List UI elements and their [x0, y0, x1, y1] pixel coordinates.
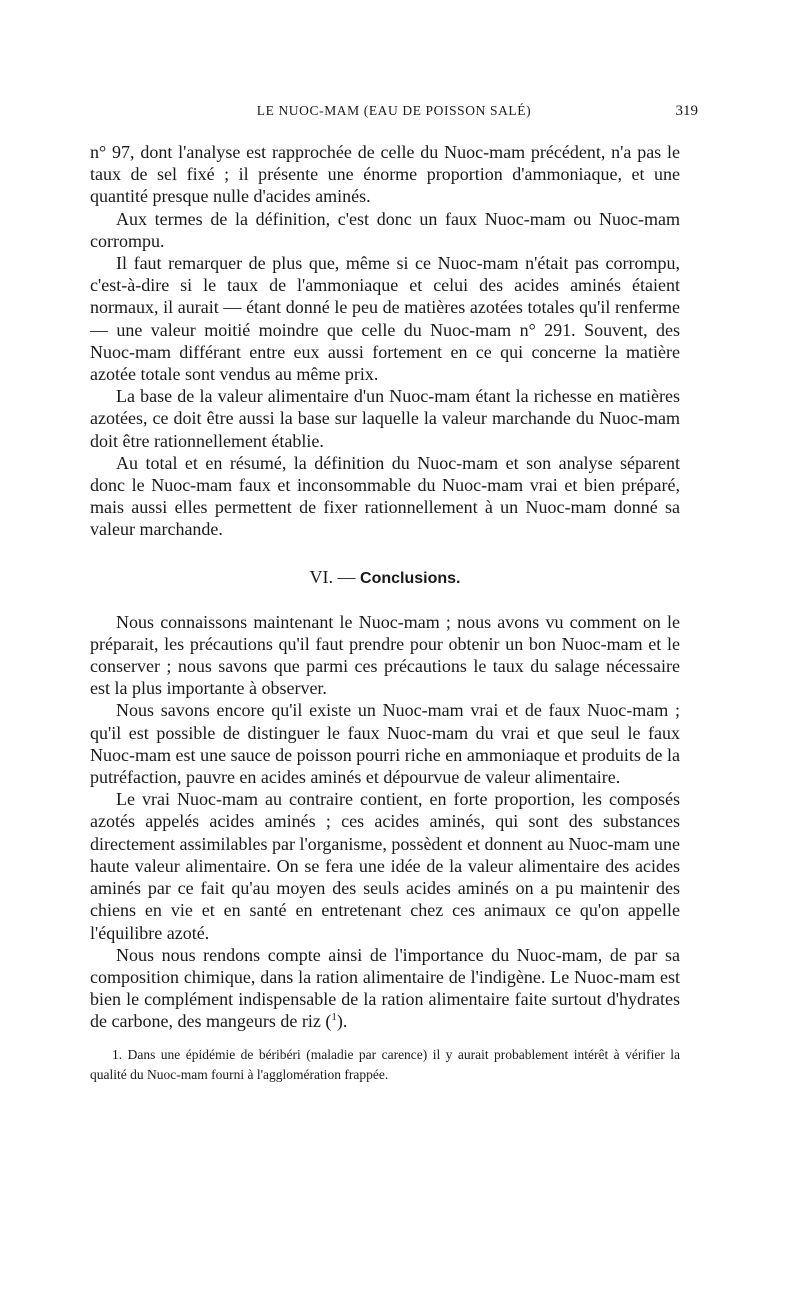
running-title: LE NUOC-MAM (EAU DE POISSON SALÉ) — [256, 103, 532, 118]
paragraph: Aux termes de la définition, c'est donc un faux Nuoc-mam ou Nuoc-mam corrompu. — [90, 208, 680, 251]
paragraph: La base de la valeur alimentaire d'un Nuoc-mam étant la richesse en matières azotées, ce doit être aussi la base sur laquelle la valeur marchande du Nuoc-mam doit être rationnellement établie. — [90, 386, 680, 451]
section-heading — [90, 566, 680, 590]
section-title: Conclusions. — [360, 569, 461, 587]
page-number: 319 — [675, 103, 698, 119]
paragraph: Nous savons encore qu'il existe un Nuoc-mam vrai et de faux Nuoc-mam ; qu'il est possible de distinguer le faux Nuoc-mam du vrai et que seul le faux Nuoc-mam est une sauce de poisson pourri riche en ammoniaque et produits de la putréfaction, pauvre en acides aminés et dépourvue de valeur alimentaire. — [90, 700, 680, 788]
footnote — [90, 1045, 680, 1085]
page-body — [90, 141, 680, 1085]
footnote-marker: 1. — [112, 1046, 123, 1062]
paragraph-end: ). — [336, 1011, 348, 1032]
section-number: VI. — — [309, 566, 356, 587]
footnote-ref: 1 — [331, 1011, 337, 1024]
paragraph: Nous connaissons maintenant le Nuoc-mam ; nous avons vu comment on le préparait, les précautions qu'il faut prendre pour obtenir un bon Nuoc-mam et le conserver ; nous savons que parmi ces précautions le taux du salage nécessaire est la plus importante à observer. — [90, 611, 680, 699]
paragraph: Le vrai Nuoc-mam au contraire contient, en forte proportion, les composés azotés appelés acides aminés ; ces acides aminés, qui sont des substances directement assimilables par l'organisme, possèdent et donnent au Nuoc-mam une haute valeur alimentaire. On se fera une idée de la valeur alimentaire des acides aminés par ce fait qu'au moyen des seuls acides aminés on a pu maintenir des chiens en vie et en santé en entretenant chez ces animaux ce qu'on appelle l'équilibre azoté. — [90, 789, 680, 943]
paragraph-continuation: n° 97, dont l'analyse est rapprochée de celle du Nuoc-mam précédent, n'a pas le taux de sel fixé ; il présente une énorme proportion d'ammoniaque, et une quantité presque nulle d'acides aminés. — [90, 142, 680, 207]
paragraph: Au total et en résumé, la définition du Nuoc-mam et son analyse séparent donc le Nuoc-mam faux et inconsommable du Nuoc-mam vrai et bien préparé, mais aussi elles permettent de fixer rationnellement à un Nuoc-mam donné sa valeur marchande. — [90, 452, 680, 540]
paragraph: Il faut remarquer de plus que, même si ce Nuoc-mam n'était pas corrompu, c'est-à-dire si le taux de l'ammoniaque et celui des acides aminés étaient normaux, il aurait — étant donné le peu de matières azotées totales qu'il renferme — une valeur moitié moindre que celle du Nuoc-mam n° 291. Souvent, des Nuoc-mam différant entre eux aussi fortement en ce qui concerne la matière azotée totale sont vendus au même prix. — [90, 253, 680, 385]
running-head — [90, 103, 698, 123]
paragraph-with-footnote-ref — [90, 944, 680, 1033]
footnote-text: Dans une épidémie de béribéri (maladie par carence) il y aurait probablement intérêt à vérifier la qualité du Nuoc-mam fourni à l'agglomération frappée. — [90, 1046, 680, 1082]
paragraph-text: Nous nous rendons compte ainsi de l'importance du Nuoc-mam, de par sa composition chimique, dans la ration alimentaire de l'indigène. Le Nuoc-mam est bien le complément indispensable de la ration alimentaire faite surtout d'hydrates de carbone, des mangeurs de riz ( — [90, 944, 680, 1032]
